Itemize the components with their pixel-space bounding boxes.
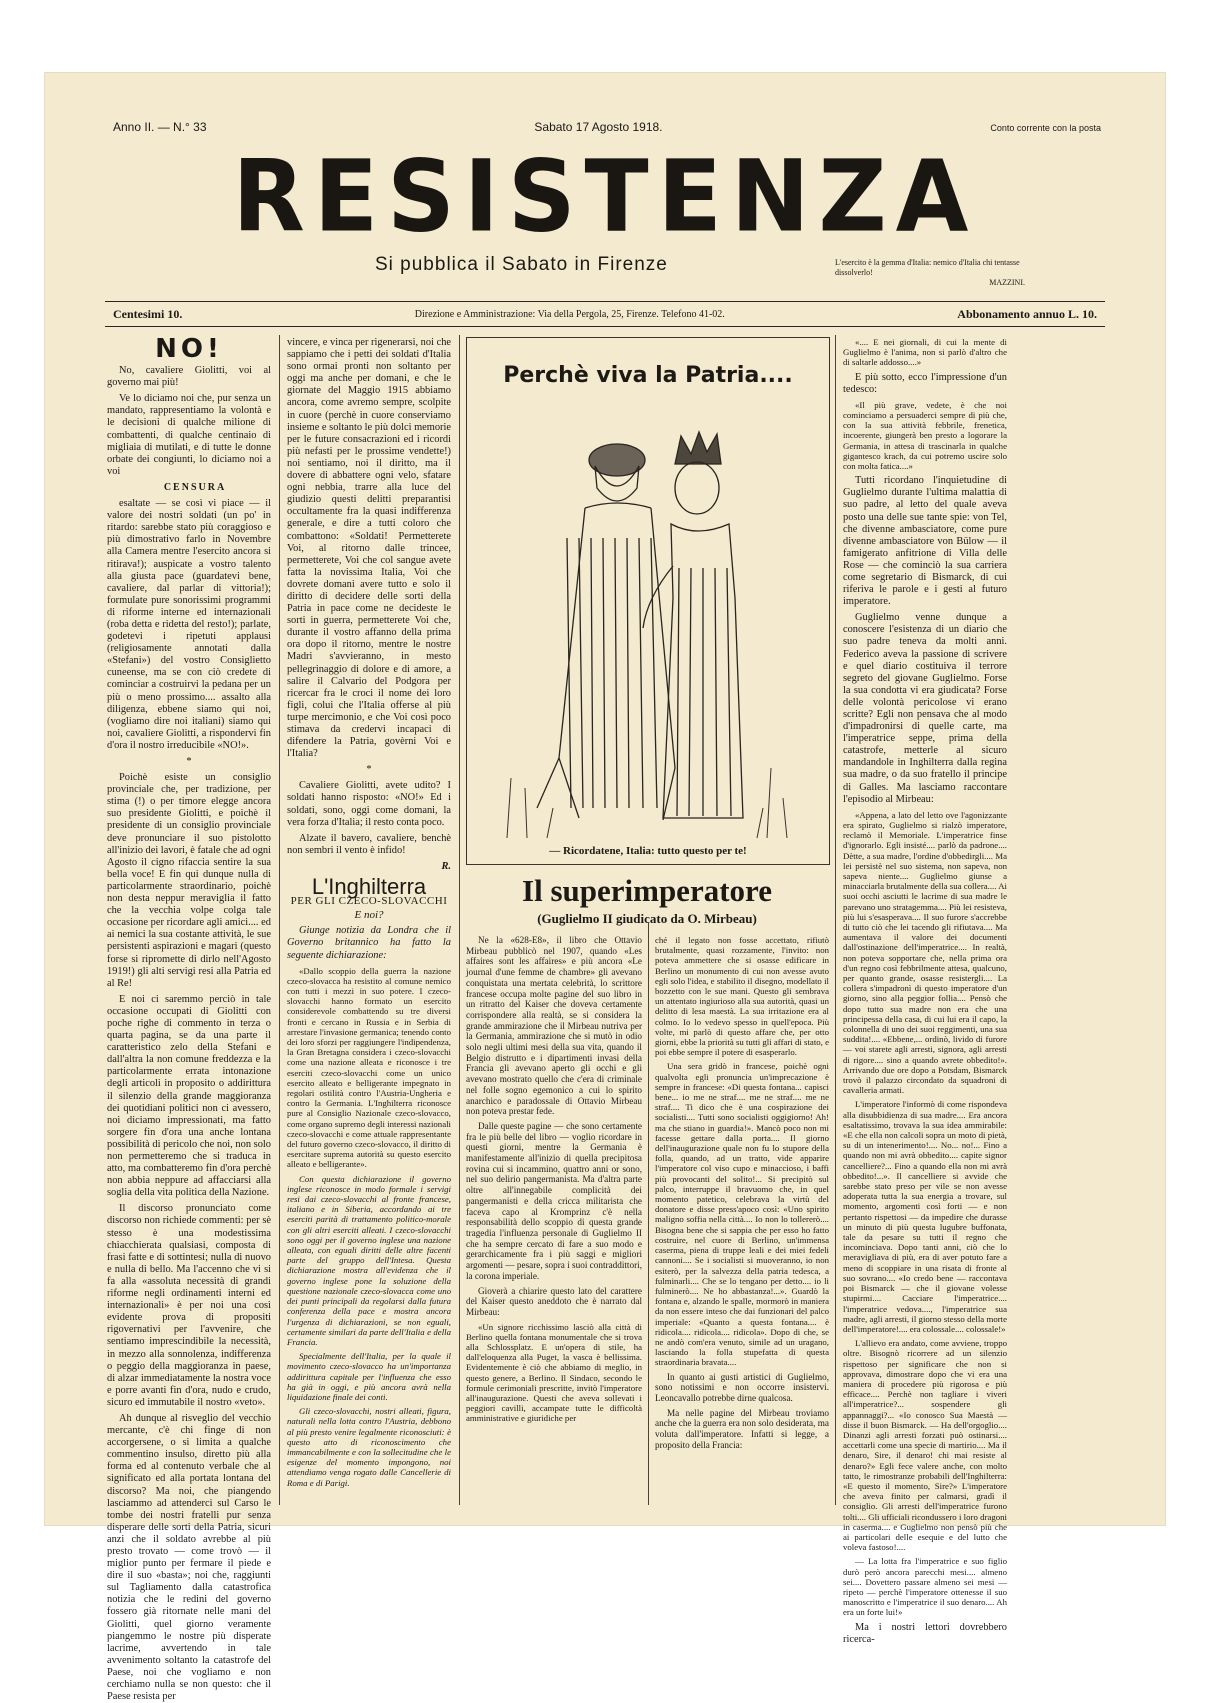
article-paragraph: vincere, e vinca per rigenerarsi, noi che sappiamo che i petti dei soldati d'Italia sono ormai pronti non soltanto per oggi ma anche per domani, e che le giornate del Maggio 1915 abbiamo ancora, come avremo sempre, scolpite in cuore (perchè in cuore conserviamo insieme e soltanto le più dolci memorie per le future consacrazioni ed i ricordi più nefasti per le prossime vendette!) noi sentiamo, noi il diritto, ma il dovere di abbattere ogni velo, sfatare ogni nebbia, trarre alla luce del giudizio questi delitti preparantisi occultamente fra la quasi indifferenza generale, e dire a tutti coloro che combattono: «Soldati! Permetterete Voi, al ritorno dalle trincee, permetterete, Voi che col sangue avete fatta la novissima Italia, Voi che dovrete domani avere tutto e solo il diritto di decidere delle sorti della Patria in pace come ne decideste le sorti in guerra, permetterete Voi che, durante il vostro affanno della prima ora dopo il ritorno, mentre le nostre Madri s'avvieranno, in mesto pellegrinaggio di dolore e di amore, a salire il Calvario del Podgora per ricercar fra le croci il nome dei loro figli, colui che l'Italia offerse al più turpe mercimonio, e che Voi così poco stimava da credervi incapaci di difendere la Patria, govèrni Voi e l'Italia?	[287, 337, 451, 760]
article-paragraph: Ah dunque al risveglio del vecchio mercante, c'è chi finge di non accorgersene, o si limita a qualche commentino insulso, diretto più alla forma ed al contenuto verbale che al significato ed alla portata lontana del discorso? Ma noi, che piangendo lasciammo ad attenderci sul Carso le tombe dei nostri fratelli pur senza disperare delle sorti della Patria, sicuri anzi che il soldato avrebbe al più presto trovato — come trovò — il miglior punto per fermare il piede e dire il suo «basta»; noi che, raggiunti sul Tagliamento dalla catastrofica notizia che le redini del governo fossero già ritornate nelle mani del Giolitti, quel giorno veramente piangemmo le nostre più disperate lacrime, avvertendo in tale avvenimento soltanto la catastrofe del Paese, noi che vogliamo e non cerchiamo nulla se non questo: che il Paese resista per	[107, 1412, 271, 1703]
article-paragraph: «Dallo scoppio della guerra la nazione czeco-slovacca ha resistito al comune nemico con tutti i mezzi in suo potere. I czeco-slovacchi hanno formato un esercito considerevole combattendo su tre diversi fronti e cercano in Russia e in Serbia di arrestare l'invasione germanica; tenendo conto dei loro sforzi per raggiungere l'indipendenza, la Gran Bretagna considera i czeco-slovacchi come una nazione alleata e riconosce i tre eserciti czeco-slovacchi come un unico esercito alleato e belligerante impegnato in regolari ostilità contro l'Austria-Ungheria e contro la Germania. L'Inghilterra riconosce pure al Consiglio Nazionale czeco-slovacco, come organo supremo degli interessi nazionali czeco-slovacchi e come attuale rappresentante del futuro governo czeco-slovacco, il diritto di esercitare suprema autorità su questo esercito alleato e belligerante».	[287, 965, 451, 1170]
column-rule	[648, 923, 649, 1505]
article-paragraph: «Appena, a lato del letto ove l'agonizzante era spirato, Guglielmo si rialzò imperatore, reclamò il Memoriale. L'imperatrice finse d'ignorarlo. Egli insisté.... parlò da padrone.... Dètte, a sua madre, l'ordine d'obbedirgli.... Ma lei persistè nel suo sistema, non sapeva, non sapeva niente.... Guglielmo giunse a minacciarla brutalmente della sua collera.... Ai suoi occhi asciutti le lacrime di sua madre le parevano uno stratagemma.... Più lei resisteva, più lui s'esasperava.... Il suo furore s'accrebbe di tutto ciò che lei tacendo gli rifiutava.... Ma aumentava il valore dei documenti dall'ostinazione dell'imperatrice.... In realtà, non poteva sopportare che, nella prima ora d'un regno così febbrilmente attesa, qualcuno, per quanto grande, osasse resistergli.... La collera s'impadronì di questo imperatore d'un giorno, sino alla peggior follia.... Pensò che dopo tutto sua madre non era che una principessa della casa, di cui lui era il capo, la colonnella di uno dei suoi reggimenti, una sua suddita!.... «Ebbene,... ordinò, livido di furore — voi starete agli arresti, signora, agli arresti di rigore.... sino a quando avrete obbedito!». Arrivando due ore dopo a Potsdam, Bismarck trovò il palazzo circondato da squadroni di cavalleria armati.	[843, 809, 1007, 1096]
italia-figure	[643, 432, 743, 818]
quote-text: L'esercito è la gemma d'Italia: nemico d'Italia chi tentasse dissolverlo!	[835, 258, 1020, 277]
censura-mark: CENSURA	[163, 481, 227, 493]
article-subtitle: (Guglielmo II giudicato da O. Mirbeau)	[537, 911, 757, 926]
article-paragraph: Guglielmo venne dunque a conoscere l'esistenza di un diario che suo padre teneva da molti anni. Federico aveva la passione di scrivere e quel diario costituiva il terrore segreto del giovane Guglielmo. Forse la sua condotta vi era giudicata? Forse delle volontà pericolose vi erano scritte? Egli non pensava che al modo d'impadronirsi di quelle carte, ma l'imperatrice seppe, prima della catastrofe, metterle al sicuro mandandole in Inghilterra dalla regina sua madre, o da suo fratello il principe di Galles. Ma lasciamo raccontare l'episodio al Mirbeau:	[843, 612, 1007, 805]
address: Direzione e Amministrazione: Via della Pergola, 25, Firenze. Telefono 41-02.	[414, 308, 725, 320]
superimperatore-col2	[655, 935, 829, 1513]
column-rule	[459, 335, 460, 1505]
article-paragraph: Poichè esiste un consiglio provinciale che, per tradizione, per stima (!) o per timore elegge ancora suo presidente Giolitti, e poichè il presidente di un consiglio provinciale deve pronunciare il suo pistolotto all'inizio dei lavori, è fatale che ad ogni Agosto il cigno rifaccia sentire la sua bella voce! E fin qui dunque nulla di particolarmente straordinario, poichè non desta neppur meraviglia il fatto che la vecchia volpe colga tale occasione per ricordare agli amici.... ed ai nemici la sua costante attività, le sue persistenti aspirazioni e magari (questo forse si ripromette di dirlo nell'Agosto 1919!) gli alti servigi resi alla Patria ed al Re!	[107, 772, 272, 989]
price: Centesimi 10.	[113, 306, 183, 321]
article-paragraph: E noi ci saremmo perciò in tale occasione occupati di Giolitti con poche righe di commento in terza o quarta pagina, se da una parte il caratteristico zelo della Stefani e dall'altra la non comune freddezza e la particolarmente errata intonazione degli articoli in proposito o addirittura il silenzio della grande maggioranza dei quotidiani politici non ci avessero, noi diciamo impressionati, ma fatto sorgere fin d'ora una anche lontana possibilità di pericolo che noi, non solo non permetteremo che si traduca in atto, ma combatteremo fin d'ora perchè non abbia neppure ad affacciarsi alla soglia della vita politica della Nazione.	[107, 993, 271, 1199]
info-bar	[105, 301, 1105, 327]
article-paragraph: Ve lo diciamo noi che, pur senza un mandato, rappresentiamo la volontà e le decisioni di qualche milione di combattenti, di qualche centinaio di migliaia di mutilati, e di tutte le donne orbate dei congiunti, lo diciamo noi a voi	[107, 393, 271, 477]
article-col2	[287, 337, 451, 1513]
article-paragraph: Gioverà a chiarire questo lato del carattere del Kaiser questo aneddoto che è narrato dal Mirbeau:	[466, 1285, 642, 1317]
cartoon-title: Perchè viva la Patria....	[503, 363, 793, 388]
postal-note: Conto corrente con la posta	[990, 123, 1101, 133]
issue-number: Anno II. — N.° 33	[113, 120, 207, 134]
issue-date: Sabato 17 Agosto 1918.	[534, 120, 663, 134]
article-paragraph: — La lotta fra l'imperatrice e suo figlio durò però ancora parecchi mesi.... almeno sei.... Dovettero passare almeno sei mesi — ripeto — perchè l'imperatore ottenesse il suo manoscritto e l'imperatrice il suo denaro.... Ah era un forte lui!»	[843, 1556, 1007, 1618]
grass	[507, 768, 787, 838]
quote-author: MAZZINI.	[989, 278, 1025, 287]
column-rule	[279, 335, 280, 1505]
masthead: RESISTENZA	[232, 140, 978, 255]
superimperatore-col1	[466, 935, 642, 1513]
article-paragraph: L'imperatore l'informò di come rispondeva alla disubbidienza di sua madre.... Era ancora esaltatissimo, trovava la sua idea ammirabile: «E che ella non calcoli sopra un moto di pietà, su di un intenerimento!.... No... no!... Fino a quando non mi avrà obbedito.... capite signor cancelliere?... Fino a quando ella non mi avrà obbedito!...». Il cancelliere si avvide che sarebbe stato preso per vile se non avesse adoperata tutta la sua energia a trovare, sul momento, argomenti così forti — e non pertanto rispettosi — da impedire che durasse un minuto di più questa lugubre buffonata, tale da pesare su tutti il regno che incominciava. Dopo tanti anni, ciò che lo meravigliava di più, era di aver potuto fare a meno di scoppiare in una risata di fronte al suo sovrano.... «Io credo bene — raccontava poi Bismarck — che il giovane volesse stupirmi.... Cacciare l'imperatrice.... l'imperatrice vedova...., l'imperatrice sua madre, agli arresti, il giorno stesso della morte dell'imperatore!.... era colossale.... colossale!»	[843, 1099, 1007, 1334]
tagline: Si pubblica il Sabato in Firenze	[375, 254, 668, 275]
subscription: Abbonamento annuo L. 10.	[957, 306, 1097, 321]
article-paragraph: «Il più grave, vedete, è che noi cominciamo a persuaderci sempre di più che, con la sua attività febbrile, frenetica, incoerente, giungerà ben presto a logorare la Germania, in attesa di trascinarla in qualche gigantesco krach, da cui potremo uscire solo con molta fatica....»	[843, 399, 1007, 472]
article-paragraph: Specialmente dell'Italia, per la quale il movimento czeco-slovacco ha un'importanza addirittura capitale per l'influenza che esso ha già in oggi, e più ancora avrà nella liquidazione finale dei conti.	[287, 1351, 451, 1402]
article-paragraph: In quanto ai gusti artistici di Guglielmo, sono notissimi e non occorre insistervi. Leoncavallo potrebbe dirne qualcosa.	[655, 1371, 829, 1403]
article-paragraph: Alzate il bavero, cavaliere, benchè non sembri il vento è infido!	[287, 832, 451, 856]
cartoon-drawing	[467, 338, 829, 864]
article-paragraph: Ma nelle pagine del Mirbeau troviamo anche che la guerra era non solo desiderata, ma voluta dall'imperatore. Infatti si legge, a proposito della Francia:	[655, 1407, 829, 1450]
article-paragraph: E più sotto, ecco l'impressione d'un tedesco:	[843, 371, 1007, 395]
article-paragraph: Il discorso pronunciato come discorso non richiede commenti: per sè stesso è una modestissima chiacchierata qualsiasi, composta di frasi fatte e di sottintesi; nulla di nuovo e nulla di bello. Ma l'accenno che vi si fa alla «assoluta necessità di grandi riforme negli ordinamenti interni ed internazionali» è per noi una così evidente prova di propositi rigovernativi per l'avvenire, che sentiamo imprescindibile la necessità, in mezzo alla sonnolenza, indifferenza o peggio della maggioranza in paese, di alzar immediatamente la nostra voce e porre avanti fin d'ora, nudo e crudo, sicuro ed immutabile il nostro «veto».	[107, 1203, 271, 1408]
superimperatore-col3	[843, 337, 1007, 1645]
masthead-quote	[835, 258, 1025, 288]
article-paragraph: Tutti ricordano l'inquietudine di Guglielmo durante l'ultima malattia di suo padre, al letto del quale aveva posto una delle sue tante spie: von Tel, che divenne ambasciatore, come pure divenne ambasciatore von Bülow — il famigerato anfitrione di Villa delle Rose — che cominciò la sua carriera come segretario di Bismarck, di cui riferiva le parole e i gesti al futuro imperatore.	[843, 475, 1007, 608]
article-paragraph: Una sera gridò in francese, poichè ogni qualvolta egli pronuncia un'imprecazione è sempre in francese: «Di questa fontana... capisci bene... io me ne straf.... me ne straf.... me ne straf.... Ti dico che è una cospirazione dei socialisti.... Tutti sono socialisti oggigiorno! Ah! ma che stiano in guardia!». Mancò poco non mi facesse gettare dalla porta.... Il giorno dell'inaugurazione quale non fu lo stupore della folla, quando, ad un tratto, vide apparire l'imperatore col viso cupo e minaccioso, i baffi più provocanti del solito!... Si precipitò sul palco, interruppe il bravuomo che, in quel momento patetico, celebrava la virtù del donatore e disse press'apoco così: «Uno spirito maligno soffia nella città.... Io non lo tollererò.... Bisogna bene che si sappia che per esso ho fatto costruire, nel cuore di Berlino, un'immensa caserma, piena di truppe leali e dei miei fedeli cannoni.... Se i socialisti si muoveranno, io non esiterò, per la salvezza della patria tedesca, a fulminarli.... Che se lo tengano per detto.... io li fulminerò.... Ne ho abbastanza!...». Guardò la fontana e, alzando le spalle, mormorò in maniera da non essere inteso che dai funzionari del palco imperiale: «Quanto a questa fontana.... è ridicola.... ridicola.... ridicola». Dopo di che, se ne andò com'era venuto, simile ad un uragano, lasciando la folla stupefatta di questa straordinaria bravata....	[655, 1061, 829, 1368]
article-signature: R.	[441, 860, 451, 872]
article-paragraph: Dalle queste pagine — che sono certamente fra le più belle del libro — voglio ricordare in questi giorni, mentre la Germania è manifestamente all'inizio di quella precipitosa rovina cui si incammino, quattro anni or sono, nel suo delirio pangermanista. Ma d'altra parte oltre all'innegabile complicità dei pangermanisti e della cricca militarista che faceva capo al Kromprinz c'è nella responsabilità dello scoppio di questa grande tragedia l'influenza personale di Guglielmo II che ha sempre cercato di fare a suo modo e gerarchicamente fra i più saggi e migliori argomenti — pesare, sopra i suoi contraddittori, la corona imperiale.	[466, 1120, 642, 1281]
article-paragraph: ché il legato non fosse accettato, rifiutò brutalmente, quasi rozzamente, l'invito: non poteva ammettere che si osasse edificare in Berlino un monumento di cui non avesse avuto egli solo l'idea, e stabilito il disegno, modellato il bozzetto con le sue mani. Questo gli sembrava un attentato ingiurioso alla sua autorità, quasi un delitto di lesa maestà. La sua irritazione era al colmo. Io lo vedevo spesso in quell'epoca. Più volte, mi parlò di questo affare che, per otto giorni, ebbe la priorità su tutti gli affari di stato, e poi ebbe sempre il potere di esasperarlo.	[655, 935, 829, 1058]
cartoon-caption: — Ricordatene, Italia: tutto questo per te!	[549, 845, 747, 857]
article-paragraph: Giunge notizia da Londra che il Governo britannico ha fatto la seguente dichiarazione:	[287, 925, 451, 961]
separator-star: *	[366, 764, 372, 776]
article-paragraph: Cavaliere Giolitti, avete udito? I soldati hanno risposto: «NO!» Ed i soldati, sono, oggi come domani, la vera forza d'Italia; il resto conta poco.	[287, 780, 451, 828]
article-paragraph: esaltate — se così vi piace — il valore dei nostri soldati (un po' in ritardo: sarebbe stato più coraggioso e più dimostrativo farlo in Novembre alla Camera mentre l'esercito ancora si ritirava!); auspicate a vostro talento alla giusta pace (guardatevi bene, cavaliere, dal parlar di vittoria!); formulate pure sonorissimi programmi di riforme interne ed internazionali (roba detta e ridetta del resto!); parlate, godetevi i ripetuti applausi (religiosamente annotati dalla «Stefani») del vostro Consiglietto cuneense, ma se con ciò credete di cominciar a costruirvi la pedana per un più o meno prossimo.... assalto alla diligenza, ebbene siamo qui noi, (vogliamo dire noi italiani) siamo qui noi, cavaliere Giolitti, a rispondervi fin d'ora il nostro irreducibile «NO!».	[107, 498, 271, 751]
article-paragraph: No, cavaliere Giolitti, voi al governo mai più!	[107, 365, 271, 389]
cartoon-illustration	[466, 337, 830, 865]
article-paragraph: Gli czeco-slovacchi, nostri alleati, figura, naturali nella lotta contro l'Austria, debbono al più presto venire legalmente riconosciuti: è questo atto di riconoscimento che immancabilmente e con la sollecitudine che le esigenze del momento impongono, noi attendiamo venga rogato dalle Cancellerie di Roma e di Parigi.	[287, 1406, 451, 1488]
newspaper-page	[45, 73, 1165, 1703]
article-title-superimperatore: Il superimperatore	[522, 873, 772, 908]
article-paragraph: Ne la «628-E8», il libro che Ottavio Mirbeau pubblicò nel 1907, quando «Les affaires sont les affaires» e più ancora «Le journal d'une femme de chambre» gli avevano conquistata una mertata celebrità, lo scrittore francese occupa molte pagine del suo libro in un ritratto del Kaiser che doveva certamente corrispondere alla realtà, se si considera la grande ammirazione che il Mirbeau nutriva per la Germania, ammirazione che si mutò in odio solo negli ultimi mesi della sua vita, quando il Belgio distrutto e i dipartimenti invasi della Francia gli avevano aperto gli occhi e gli avevano mostrato quello che c'era di criminale nel folle sogno egemonico a cui lo spirito anarchico e paradossale di Ottavio Mirbeau non poteva prestar fede.	[466, 935, 642, 1117]
article-no-col1	[107, 334, 272, 1703]
separator-star: *	[186, 756, 192, 767]
article-paragraph: L'allievo era andato, come avviene, troppo oltre. Bisognò ricorrere ad un silenzio rispettoso per significare che non si approvava, dimostrare dopo che vi era una maniera di procedere più rigorosa e più efficace.... Perchè non tagliare i viveri all'imperatrice?... sospendere gli appannaggi?... «Io conosco Sua Maestà — disse il buon Bismarck. — Ha dell'orgoglio.... Dinanzi agli arresti forzati può ostinarsi.... accettarli come una specie di martirio.... Ma il denaro, Sire, il denaro! chi mai resiste al denaro?» Egli fece valere anche, con molto tatto, le rimostranze probabili dell'Inghilterra: «E questo il momento, Sire?» L'imperatore che aveva finito per calmarsi, gradì il consiglio. Gli arresti dell'imperatrice furono tolti.... Gli ufficiali ricondussero i loro dragoni in caserma.... e Guglielmo non pensò più che ai particolari delle esequie e del lutto che voleva fastoso!....	[843, 1338, 1007, 1553]
article-paragraph: Con questa dichiarazione il governo inglese riconosce in modo formale i servigi resi dai czeco-slovacchi al fronte francese, italiano e in Siberia, accordando ai tre eserciti parità di trattamento politico-morale con gli altri eserciti alleati. I czeco-slovacchi sono oggi per il governo inglese una nazione alleata, con eguali diritti delle altre facenti parte del gruppo dell'Intesa. Questa dichiarazione mostra all'evidenza che il governo inglese pone la soluzione della questione nazionale czeco-slovacca come uno dei punti principali da regolarsi dalla futura conferenza della pace e mostra ancora l'urgenza di dichiarazioni, se non eguali, certamente similari da parte dell'Italia e della Francia.	[287, 1173, 451, 1347]
article-paragraph: «Un signore ricchissimo lasciò alla città di Berlino quella fontana monumentale che si trova alla Schlossplatz. E un'opera di stile, ha dall'eloquenza alla Puget, la vasca è bellissima. Evidentemente è ciò che abbiamo di meglio, in questo genere, a Berlino. Il Sindaco, secondo le formule cerimoniali prescritte, invitò l'imperatore all'inaugurazione. Questi che aveva sollevati i peggiori cavilli, accampate tutte le difficoltà amministrative e giuridiche per	[466, 1321, 642, 1424]
article-subtitle: PER GLI CZECO-SLOVACCHI	[290, 895, 448, 908]
article-paragraph: «.... E nei giornali, di cui la mente di Guglielmo è l'anima, non si parlò d'altro che di saltarle addosso....»	[843, 337, 1007, 368]
issue-line	[113, 120, 1101, 134]
article-subtitle-2: E noi?	[354, 909, 384, 922]
column-rule	[835, 335, 836, 1505]
article-title-inghilterra: L'Inghilterra	[311, 874, 427, 900]
article-paragraph: Ma i nostri lettori dovrebbero ricerca-	[843, 1621, 1007, 1645]
soldier-figure	[537, 444, 675, 820]
article-title-no: NO!	[155, 334, 223, 364]
